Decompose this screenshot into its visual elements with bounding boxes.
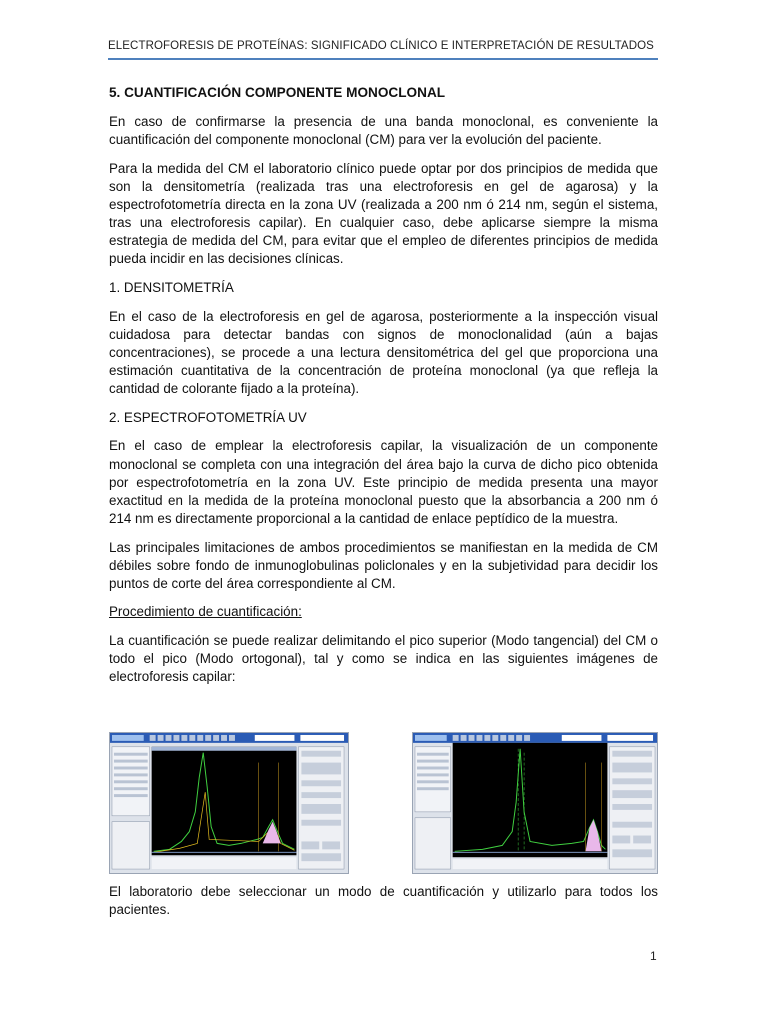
paragraph-procedimiento: La cuantificación se puede realizar delimitando el pico superior (Modo tangencial) del CM o todo el pico (Modo ortogonal), tal y como se indica en las siguientes imágenes de electroforesis capilar: <box>109 633 658 685</box>
paragraph-densitometria: En el caso de la electroforesis en gel de agarosa, posteriormente a la inspección visual cuidadosa para detectar bandas con signos de monoclonalidad (aún a bajas concentraciones), se procede a una lectura densitométrica del gel que proporciona una estimación cuantitativa de la concentración de proteína monoclonal (ya que refleja la cantidad de colorante fijado a la proteína). <box>109 308 658 397</box>
electrophoresis-screenshot-orthogonal <box>412 732 658 874</box>
main-content <box>109 84 658 697</box>
electrophoresis-screenshot-tangential <box>109 732 349 874</box>
subheading-densitometria: 1. DENSITOMETRÍA <box>109 280 234 296</box>
header-rule <box>108 58 658 60</box>
paragraph-intro: En caso de confirmarse la presencia de una banda monoclonal, es conveniente la cuantificación del componente monoclonal (CM) para ver la evolución del paciente. <box>109 114 658 148</box>
running-header: ELECTROFORESIS DE PROTEÍNAS: SIGNIFICADO CLÍNICO E INTERPRETACIÓN DE RESULTADOS <box>108 40 654 52</box>
section-heading: 5. CUANTIFICACIÓN COMPONENTE MONOCLONAL <box>109 85 446 100</box>
paragraph-espectrofotometria: En el caso de emplear la electroforesis capilar, la visualización de un componente monoclonal se completa con una integración del área bajo la curva de dicho pico obtenida por espectrofotometría en la zona UV. Este principio de medida presenta una mayor exactitud en la medida de la proteína monoclonal puesto que la absorbancia a 200 nm ó 214 nm es directamente proporcional a la cantidad de enlace peptídico de la muestra. <box>109 438 658 526</box>
subheading-espectrofotometria: 2. ESPECTROFOTOMETRÍA UV <box>109 409 307 425</box>
paragraph-principles: Para la medida del CM el laboratorio clínico puede optar por dos principios de medida que son la densitometría (realizada tras una electroforesis en gel de agarosa) y la espectrofotometría directa en la zona UV (realizada a 200 nm ó 214 nm, según el sistema, tras una electroforesis capilar). En cualquier caso, debe aplicarse siempre la misma estrategia de medida del CM, para evitar que el empleo de diferentes principios de medida pueda incidir en las decisiones clínicas. <box>109 160 658 267</box>
page-number: 1 <box>650 949 657 963</box>
paragraph-limitaciones: Las principales limitaciones de ambos procedimientos se manifiestan en la medida de CM débiles sobre fondo de inmunoglobulinas policlonales y en la subjetividad para decidir los puntos de corte del área correspondiente al CM. <box>109 539 658 591</box>
paragraph-conclusion: El laboratorio debe seleccionar un modo de cuantificación y utilizarlo para todos los pacientes. <box>109 884 658 918</box>
figures-row <box>109 732 658 874</box>
procedure-title: Procedimiento de cuantificación: <box>109 604 302 620</box>
